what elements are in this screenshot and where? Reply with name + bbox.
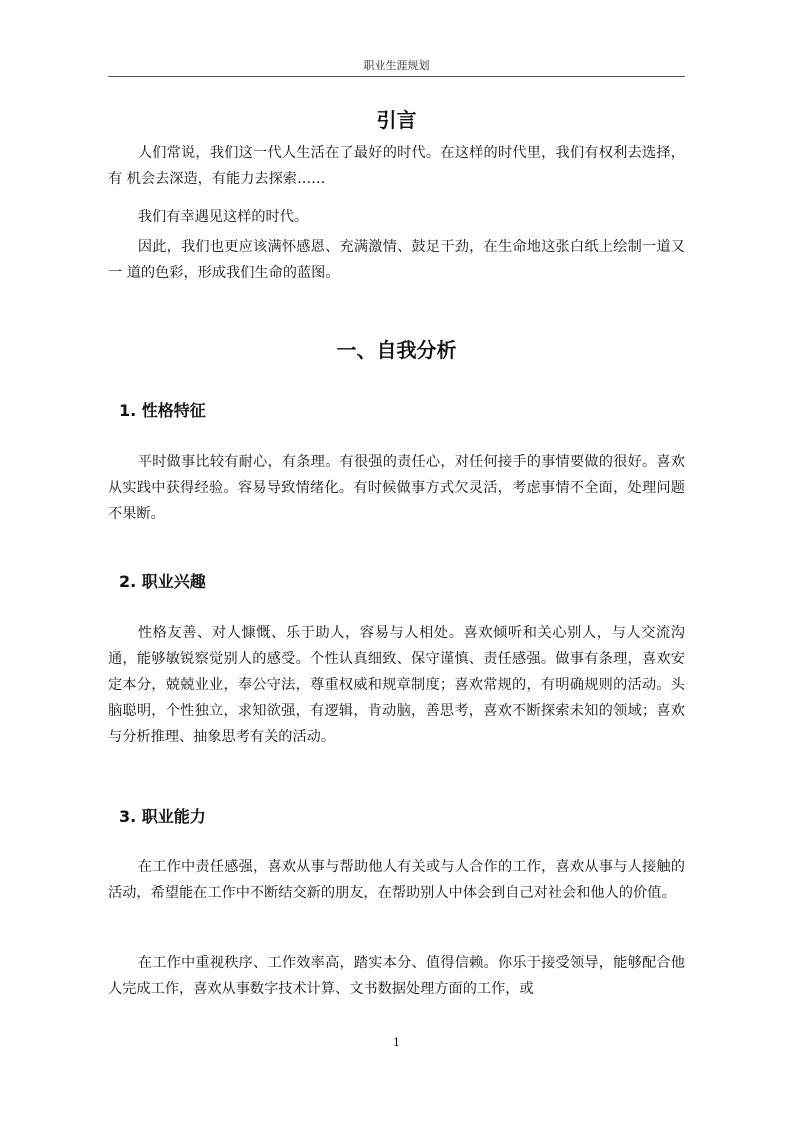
intro-title: 引言 — [376, 108, 417, 132]
section-heading-interest: 2. 职业兴趣 — [119, 572, 206, 591]
section-heading-ability: 3. 职业能力 — [119, 807, 206, 826]
section-interest-paragraph: 性格友善、对人慷慨、乐于助人，容易与人相处。喜欢倾听和关心别人，与人交流沟通，能够敏锐察觉别人的感受。个性认真细致、保守谨慎、责任感强。做事有条理，喜欢安定本分，兢兢业业，奉公守法，尊重权威和规章制度；喜欢常规的，有明确规则的活动。头脑聪明，个性独立，求知欲强，有逻辑，肯动脑，善思考，喜欢不断探索未知的领域；喜欢与分析推理、抽象思考有关的活动。 — [108, 625, 685, 745]
chapter-title: 一、自我分析 — [336, 338, 457, 362]
section-heading-personality: 1. 性格特征 — [119, 401, 206, 420]
intro-paragraph-1: 人们常说，我们这一代人生活在了最好的时代。在这样的时代里，我们有权利去选择，有 机会去深造，有能力去探索…… — [108, 145, 685, 187]
intro-paragraph-3: 因此，我们也更应该满怀感恩、充满激情、鼓足干劲，在生命地这张白纸上绘制一道又一 道的色彩，形成我们生命的蓝图。 — [108, 239, 685, 281]
page-number: 1 — [393, 1036, 400, 1049]
section-personality-paragraph: 平时做事比较有耐心，有条理。有很强的责任心，对任何接手的事情要做的很好。喜欢从实践中获得经验。容易导致情绪化。有时候做事方式欠灵活，考虑事情不全面，处理问题不果断。 — [108, 454, 685, 522]
running-header: 职业生涯规划 — [363, 59, 430, 72]
intro-paragraph-2: 我们有幸遇见这样的时代。 — [137, 209, 309, 225]
section-ability-paragraph-2: 在工作中重视秩序、工作效率高，踏实本分、值得信赖。你乐于接受领导，能够配合他人完成工作，喜欢从事数字技术计算、文书数据处理方面的工作，或 — [108, 955, 685, 997]
header-divider — [108, 76, 685, 77]
section-ability-paragraph-1: 在工作中责任感强，喜欢从事与帮助他人有关或与人合作的工作，喜欢从事与人接触的活动，希望能在工作中不断结交新的朋友，在帮助别人中体会到自己对社会和他人的价值。 — [108, 859, 685, 901]
